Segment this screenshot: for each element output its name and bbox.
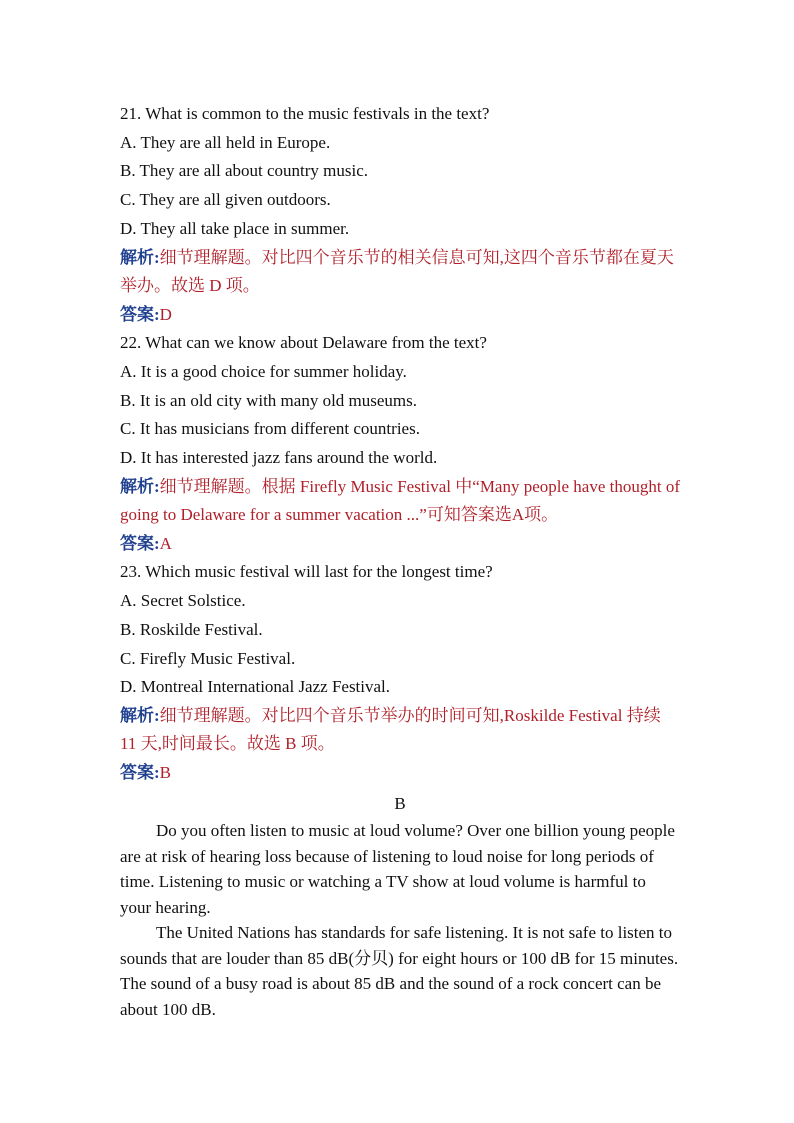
question-21 xyxy=(120,100,680,329)
question-22 xyxy=(120,329,680,558)
document-page xyxy=(120,100,680,1022)
answer-label: 答案: xyxy=(120,304,160,324)
answer-label: 答案: xyxy=(120,762,160,782)
question-stem: 22. What can we know about Delaware from the text? xyxy=(120,333,487,353)
section-b xyxy=(120,790,680,1023)
option-d: D. Montreal International Jazz Festival. xyxy=(120,677,391,697)
option-d: D. They all take place in summer. xyxy=(120,218,350,238)
question-stem: 21. What is common to the music festivals in the text? xyxy=(120,104,490,123)
option-c: C. They are all given outdoors. xyxy=(120,190,331,210)
option-a: A. It is a good choice for summer holiday. xyxy=(120,361,407,381)
analysis-label: 解析: xyxy=(120,476,160,496)
option-c: C. It has musicians from different countries. xyxy=(120,419,420,439)
analysis-text: 细节理解题。对比四个音乐节举办的时间可知,Roskilde Festival 持续 11 天,时间最长。故选 B 项。 xyxy=(120,705,661,754)
section-heading: B xyxy=(394,793,406,813)
question-23 xyxy=(120,558,680,787)
question-stem: 23. Which music festival will last for the longest time? xyxy=(120,562,493,582)
passage-paragraph: Do you often listen to music at loud volume? Over one billion young people are at risk of hearing loss because of listening to loud noise for long periods of time. Listening to music or watching a TV show at loud volume is harmful to your hearing. xyxy=(120,821,675,917)
answer xyxy=(120,530,680,559)
option-d: D. It has interested jazz fans around the world. xyxy=(120,448,438,468)
answer-label: 答案: xyxy=(120,533,160,553)
option-b: B. They are all about country music. xyxy=(120,161,369,181)
answer-value: D xyxy=(159,304,172,324)
option-a: A. They are all held in Europe. xyxy=(120,132,331,152)
analysis xyxy=(120,702,680,759)
option-b: B. Roskilde Festival. xyxy=(120,619,263,639)
answer-value: B xyxy=(159,762,172,782)
answer-value: A xyxy=(159,533,172,553)
option-c: C. Firefly Music Festival. xyxy=(120,648,296,668)
answer xyxy=(120,759,680,788)
analysis-label: 解析: xyxy=(120,705,160,725)
answer xyxy=(120,301,680,330)
analysis xyxy=(120,473,680,530)
option-b: B. It is an old city with many old museums. xyxy=(120,390,418,410)
analysis xyxy=(120,244,680,301)
passage-paragraph: The United Nations has standards for safe listening. It is not safe to listen to sounds that are louder than 85 dB(分贝) for eight hours or 100 dB for 15 minutes. The sound of a busy road is about 85 dB and the sound of a rock concert can be about 100 dB. xyxy=(120,923,679,1019)
analysis-text: 细节理解题。根据 Firefly Music Festival 中“Many people have thought of going to Delaware for a summer vacation ...”可知答案选A项。 xyxy=(120,476,680,525)
analysis-text: 细节理解题。对比四个音乐节的相关信息可知,这四个音乐节都在夏天举办。故选 D 项。 xyxy=(120,247,674,296)
option-a: A. Secret Solstice. xyxy=(120,591,246,611)
analysis-label: 解析: xyxy=(120,247,160,267)
